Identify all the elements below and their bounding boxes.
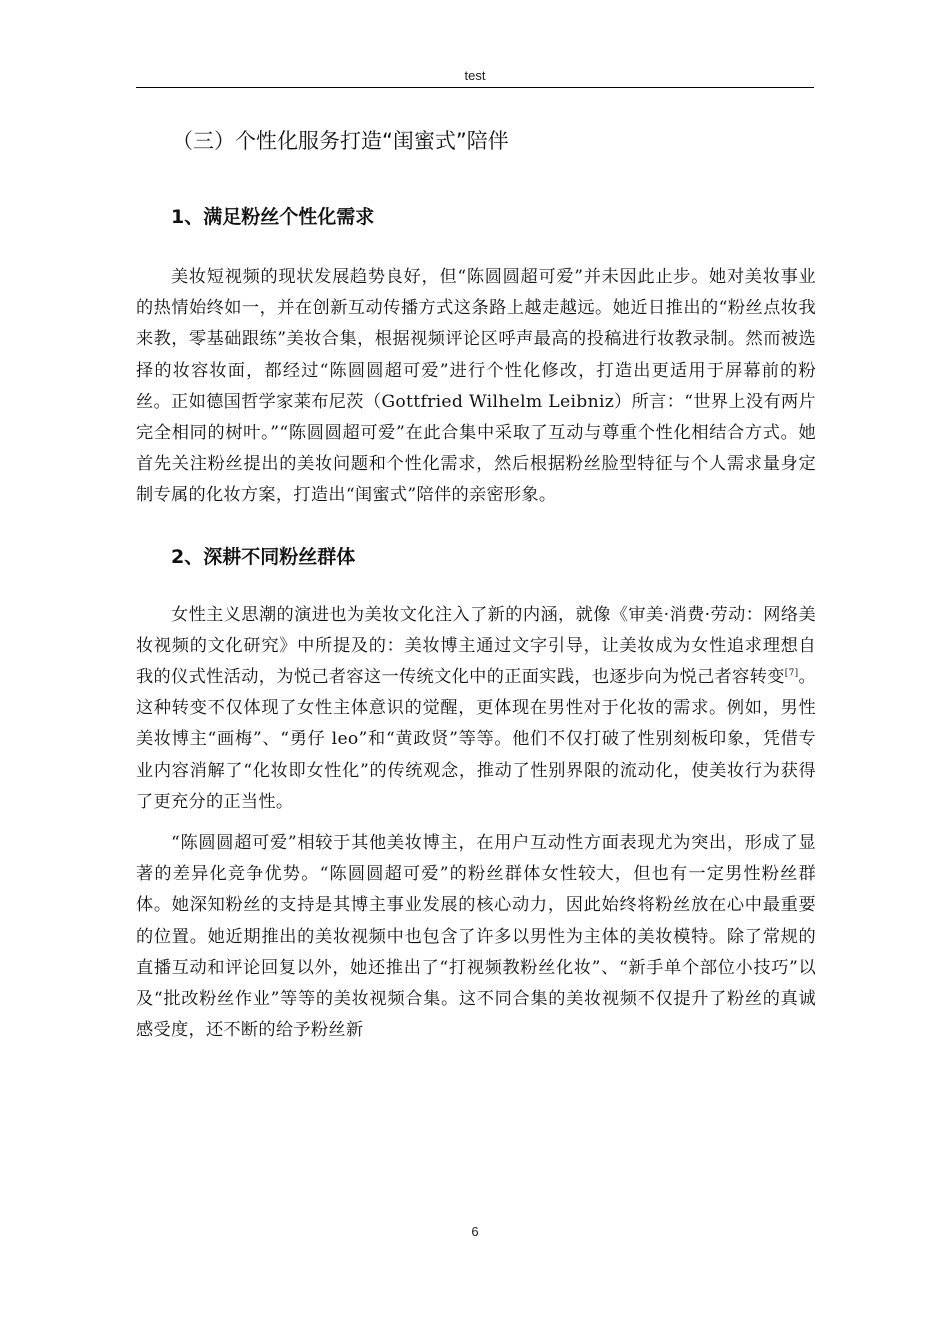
section-heading: （三）个性化服务打造“闺蜜式”陪伴 [172, 129, 509, 153]
page-content [136, 122, 816, 1046]
paragraph-2-text-b: 。这种转变不仅体现了女性主体意识的觉醒，更体现在男性对于化妆的需求。例如，男性美妆博主“画梅”、“勇仔 leo”和“黄政贤”等等。他们不仅打破了性别刻板印象，凭借专业内容消解了“化妆即女性化”的传统观念，推动了性别界限的流动化，使美妆行为获得了更充分的正当性。 [136, 667, 816, 812]
header-divider [136, 87, 814, 88]
page-number: 6 [471, 1224, 479, 1239]
paragraph-2 [136, 600, 816, 818]
subsection-heading-2: 2、深耕不同粉丝群体 [171, 545, 356, 568]
subsection-heading-1: 1、满足粉丝个性化需求 [171, 206, 375, 228]
paragraph-2-text-a: 女性主义思潮的演进也为美妆文化注入了新的内涵，就像《审美·消费·劳动：网络美妆视频的文化研究》中所提及的：美妆博主通过文字引导，让美妆成为女性追求理想自我的仪式性活动，为悦己者容这一传统文化中的正面实践，也逐步向为悦己者容转变 [136, 604, 816, 688]
paragraph-1: 美妆短视频的现状发展趋势良好，但“陈圆圆超可爱”并未因此止步。她对美妆事业的热情始终如一，并在创新互动传播方式这条路上越走越远。她近日推出的“粉丝点妆我来教，零基础跟练”美妆合集，根据视频评论区呼声最高的投稿进行妆教录制。然而被选择的妆容妆面，都经过“陈圆圆超可爱”进行个性化修改，打造出更适用于屏幕前的粉丝。正如德国哲学家莱布尼茨（Gottfried Wilhelm Leibniz）所言：“世界上没有两片完全相同的树叶。”“陈圆圆超可爱”在此合集中采取了互动与尊重个性化相结合方式。她首先关注粉丝提出的美妆问题和个性化需求，然后根据粉丝脸型特征与个人需求量身定制专属的化妆方案，打造出“闺蜜式”陪伴的亲密形象。 [136, 267, 816, 506]
page-header: test [464, 68, 486, 83]
paragraph-3: “陈圆圆超可爱”相较于其他美妆博主，在用户互动性方面表现尤为突出，形成了显著的差异化竞争优势。“陈圆圆超可爱”的粉丝群体女性较大，但也有一定男性粉丝群体。她深知粉丝的支持是其博主事业发展的核心动力，因此始终将粉丝放在心中最重要的位置。她近期推出的美妆视频中也包含了许多以男性为主体的美妆模特。除了常规的直播互动和评论回复以外，她还推出了“打视频教粉丝化妆”、“新手单个部位小技巧”以及“批改粉丝作业”等等的美妆视频合集。这不同合集的美妆视频不仅提升了粉丝的真诚感受度，还不断的给予粉丝新 [136, 833, 816, 1041]
citation-ref-7[interactable]: [7] [784, 668, 799, 679]
